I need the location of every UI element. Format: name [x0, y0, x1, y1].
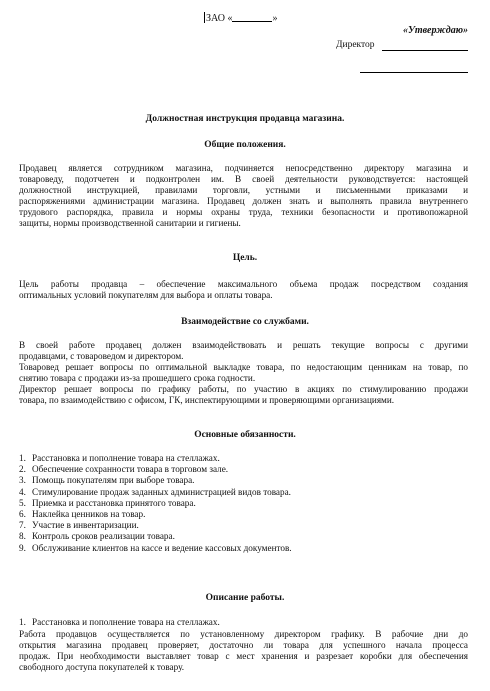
text-line: Цель работы продавца – обеспечение максимального объема продаж посредством создания [19, 279, 468, 289]
interaction-paragraph [19, 340, 468, 406]
text-line: снятию товара с продажи из-за прошедшего срока годности. [19, 373, 256, 383]
text-line: Работа продавцов осуществляется по установленному директором графику. В рабочие дни до [19, 629, 468, 639]
list-item: 1. Расстановка и пополнение товара на стеллажах. [19, 453, 220, 463]
work-paragraph [19, 629, 468, 673]
section-heading-goal: Цель. [232, 253, 258, 263]
list-item: 9. Обслуживание клиентов на кассе и ведение кассовых документов. [19, 542, 292, 553]
list-item: 3. Помощь покупателям при выборе товара. [19, 475, 195, 486]
text-line: оптимальных условий покупателям для выбора и оплаты товара. [19, 290, 273, 300]
text-cursor [204, 12, 205, 23]
director-label: Директор [336, 40, 375, 50]
text-line: Продавец является сотрудником магазина, подчиняется непосредственно директору магазина и [19, 163, 468, 173]
list-item: 7. Участие в инвентаризации. [19, 520, 139, 531]
text-line: продавцами, с товароведом и директором. [19, 351, 184, 361]
text-line: продаж. При необходимости выставляет товар с мест хранения и разрезает коробки для обеспечения [19, 651, 468, 661]
text-line: В своей работе продавец должен взаимодействовать и решать текущие вопросы с другими [19, 340, 468, 350]
approval-stamp: «Утверждаю» [402, 25, 468, 36]
list-item: 6. Наклейка ценников на товар. [19, 508, 146, 519]
work-list-item [19, 617, 468, 628]
company-name: ЗАО « » [206, 13, 278, 24]
goal-paragraph [19, 279, 468, 301]
duties-list [19, 453, 468, 554]
document-title: Должностная инструкция продавца магазина. [145, 114, 345, 124]
text-line: открытия магазина продавец проверяет, достаточно ли товара для успешного начала процесса [19, 640, 468, 650]
text-line: должностной инструкцией, правилами торговли, устными и письменными приказами и [19, 185, 468, 195]
text-line: товара, по взаимодействию с офисом, ГК, инспектирующими и проверяющими организациями. [19, 395, 395, 405]
general-paragraph [19, 163, 468, 229]
director-signature-line [382, 50, 468, 51]
list-item: 1. Расстановка и пополнение товара на стеллажах. [19, 617, 220, 627]
text-line: Товаровед решает вопросы по оптимальной выкладке товара, по недостающим ценникам на товар, по [19, 362, 468, 372]
section-heading-general: Общие положения. [204, 140, 286, 150]
section-heading-work: Описание работы. [205, 593, 285, 603]
list-item: 2. Обеспечение сохранности товара в торговом зале. [19, 464, 229, 475]
text-line: распоряжениями администрации магазина. Продавец должен знать и выполнять правила внутреннего [19, 196, 468, 206]
date-line [360, 72, 468, 73]
text-line: трудового распорядка, правила и нормы охраны труда, техники безопасности и противопожарной [19, 207, 468, 217]
text-line: товароведу, подотчетен и подконтролен им. В своей деятельности руководствуется: настоящей [19, 174, 468, 184]
text-line: защиты, нормы производственной санитарии и гигиены. [19, 218, 241, 228]
section-heading-interaction: Взаимодействие со службами. [181, 317, 309, 327]
list-item: 8. Контроль сроков реализации товара. [19, 531, 175, 542]
text-line: свободного доступа покупателей к товару. [19, 662, 185, 672]
company-name-blank [232, 12, 272, 22]
list-item: 5. Приемка и расстановка принятого товара. [19, 497, 196, 508]
section-heading-duties: Основные обязанности. [194, 430, 296, 440]
text-line: Директор решает вопросы по графику работы, по участию в акциях по стимулированию продажи [19, 384, 468, 394]
list-item: 4. Стимулирование продаж заданных администрацией видов товара. [19, 486, 291, 497]
